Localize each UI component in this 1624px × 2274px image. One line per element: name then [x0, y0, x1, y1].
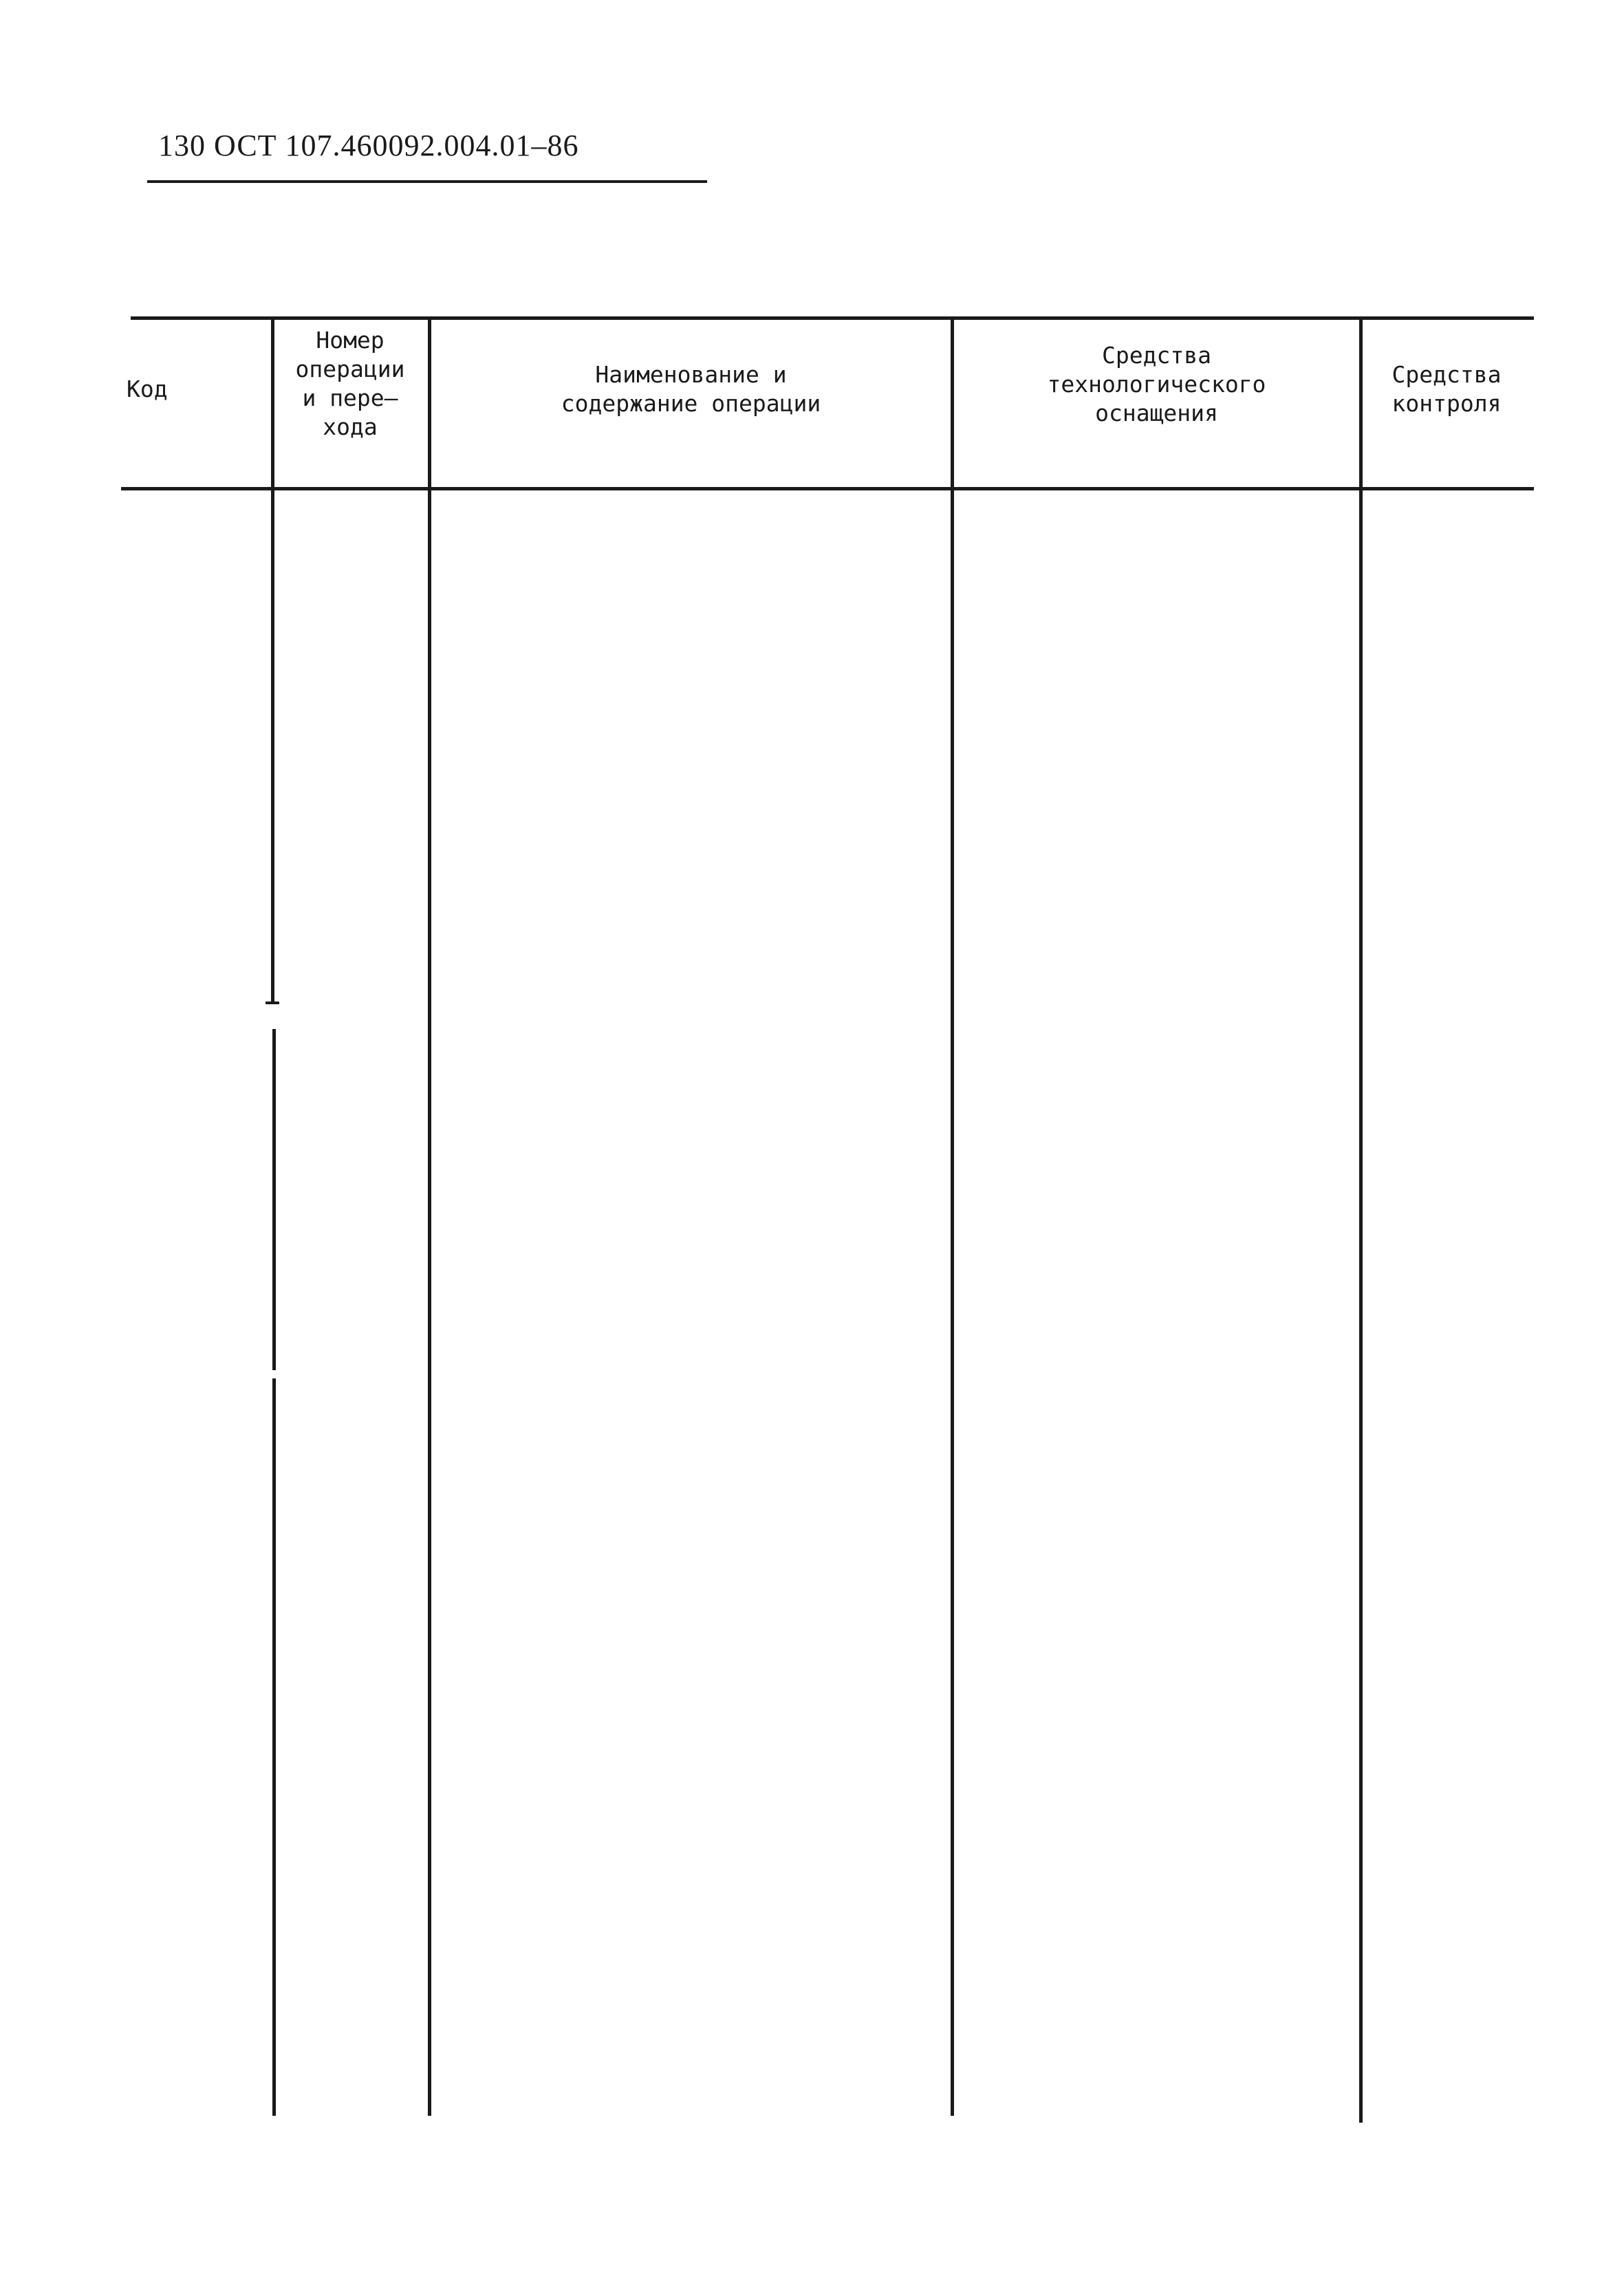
column-divider-1-middle	[272, 1029, 276, 1370]
document-code-underline	[147, 180, 707, 183]
column-divider-1-lower	[272, 1378, 276, 2116]
column-divider-4	[1359, 316, 1363, 2123]
header-operation-name: Наименование и содержание операции	[561, 361, 821, 417]
document-code: 130 ОСТ 107.460092.004.01–86	[158, 129, 579, 162]
header-control-means: Средства контроля	[1392, 361, 1502, 417]
header-operation-number: Номер операции и пере– хода	[295, 327, 405, 440]
column-divider-1-tick	[266, 1001, 279, 1004]
column-divider-3	[951, 316, 954, 2116]
column-divider-2	[428, 316, 431, 2116]
header-equipment: Средства технологического оснащения	[1047, 342, 1266, 426]
header-code: Код	[127, 376, 168, 402]
table-top-rule	[131, 316, 1534, 320]
table-header-rule	[121, 487, 1534, 490]
